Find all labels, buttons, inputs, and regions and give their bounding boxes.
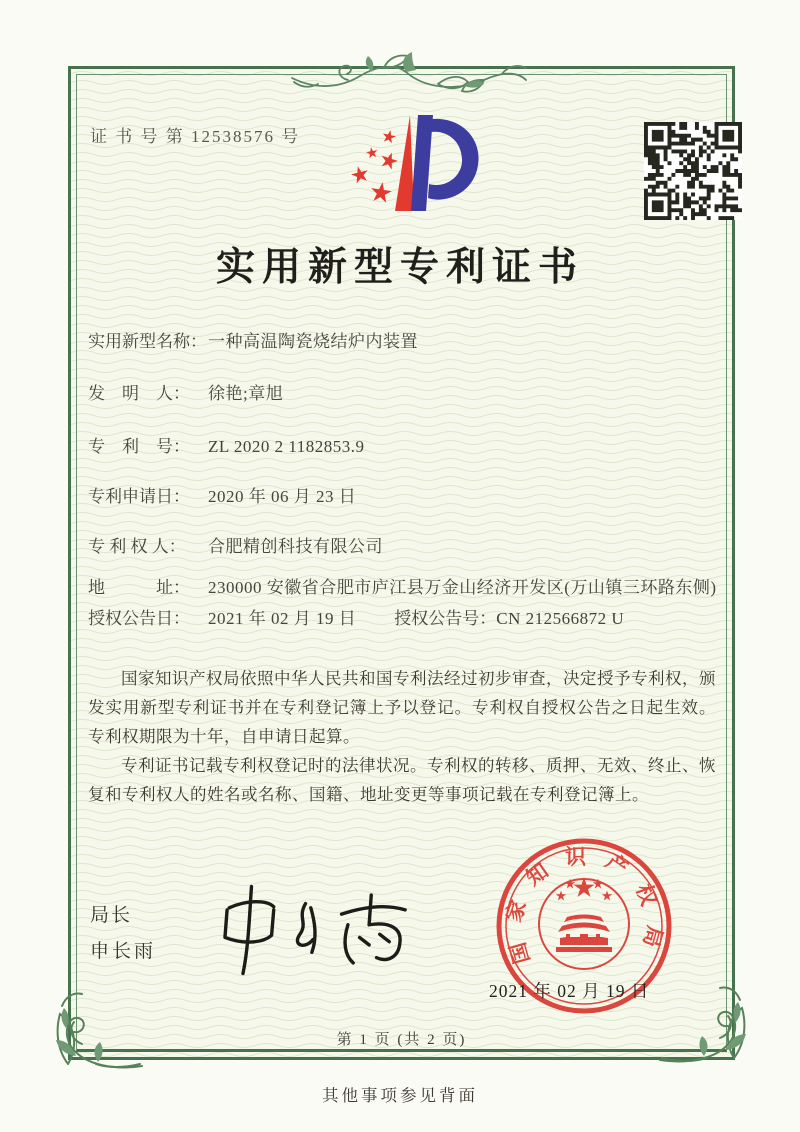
body-paragraph-2: 专利证书记载专利权登记时的法律状况。专利权的转移、质押、无效、终止、恢复和专利权人的姓名或名称、国籍、地址变更等事项记载在专利登记簿上。	[88, 756, 716, 804]
field-row-filing-date	[88, 485, 720, 509]
director-signature-icon	[208, 876, 420, 982]
field-pair-gazette	[394, 607, 624, 631]
field-row-grant	[88, 607, 720, 631]
director-name: 申长雨	[90, 941, 157, 962]
cnipa-logo-icon	[332, 103, 482, 237]
field-list	[88, 330, 720, 631]
field-label: 授权公告号：	[394, 609, 497, 628]
field-value: 合肥精创科技有限公司	[208, 537, 383, 556]
seal-text: 国家知识产权局	[500, 845, 668, 967]
back-note: 其他事项参见背面	[322, 1086, 478, 1105]
director-title: 局长	[90, 905, 133, 926]
field-row-patent-no	[88, 435, 720, 459]
cert-number: 证 书 号 第 12538576 号	[90, 127, 301, 146]
field-row-address	[88, 576, 720, 600]
certificate-title: 实用新型专利证书	[215, 246, 584, 289]
field-value: 2021 年 02 月 19 日	[208, 609, 357, 628]
field-value: CN 212566872 U	[496, 609, 625, 628]
field-row-inventor	[88, 382, 720, 406]
legal-text	[88, 664, 716, 809]
field-label: 实用新型名称：	[88, 332, 207, 351]
field-value: 一种高温陶瓷烧结炉内装置	[208, 332, 418, 351]
field-label: 专利申请日：	[88, 487, 190, 506]
field-row-patentee	[88, 535, 720, 559]
page-number: 第 1 页 (共 2 页)	[336, 1032, 467, 1048]
field-label: 专 利 号：	[88, 437, 190, 456]
body-paragraph-1: 国家知识产权局依照中华人民共和国专利法经过初步审查，决定授予专利权，颁发实用新型专利证书并在专利登记簿上予以登记。专利权自授权公告之日起生效。专利权期限为十年，自申请日起算。	[88, 669, 716, 746]
field-value: ZL 2020 2 1182853.9	[208, 437, 365, 456]
field-value: 2020 年 06 月 23 日	[208, 487, 357, 506]
field-label: 授权公告日：	[88, 609, 190, 628]
field-label: 发 明 人：	[88, 384, 190, 403]
field-label: 地 址：	[88, 578, 190, 597]
seal-date: 2021 年 02 月 19 日	[489, 981, 650, 1001]
field-value: 徐艳;章旭	[208, 384, 284, 403]
field-label: 专 利 权 人：	[88, 537, 186, 556]
qr-code	[644, 122, 742, 220]
field-row-name	[88, 330, 720, 354]
field-value: 230000 安徽省合肥市庐江县万金山经济开发区(万山镇三环路东侧)	[208, 578, 717, 597]
